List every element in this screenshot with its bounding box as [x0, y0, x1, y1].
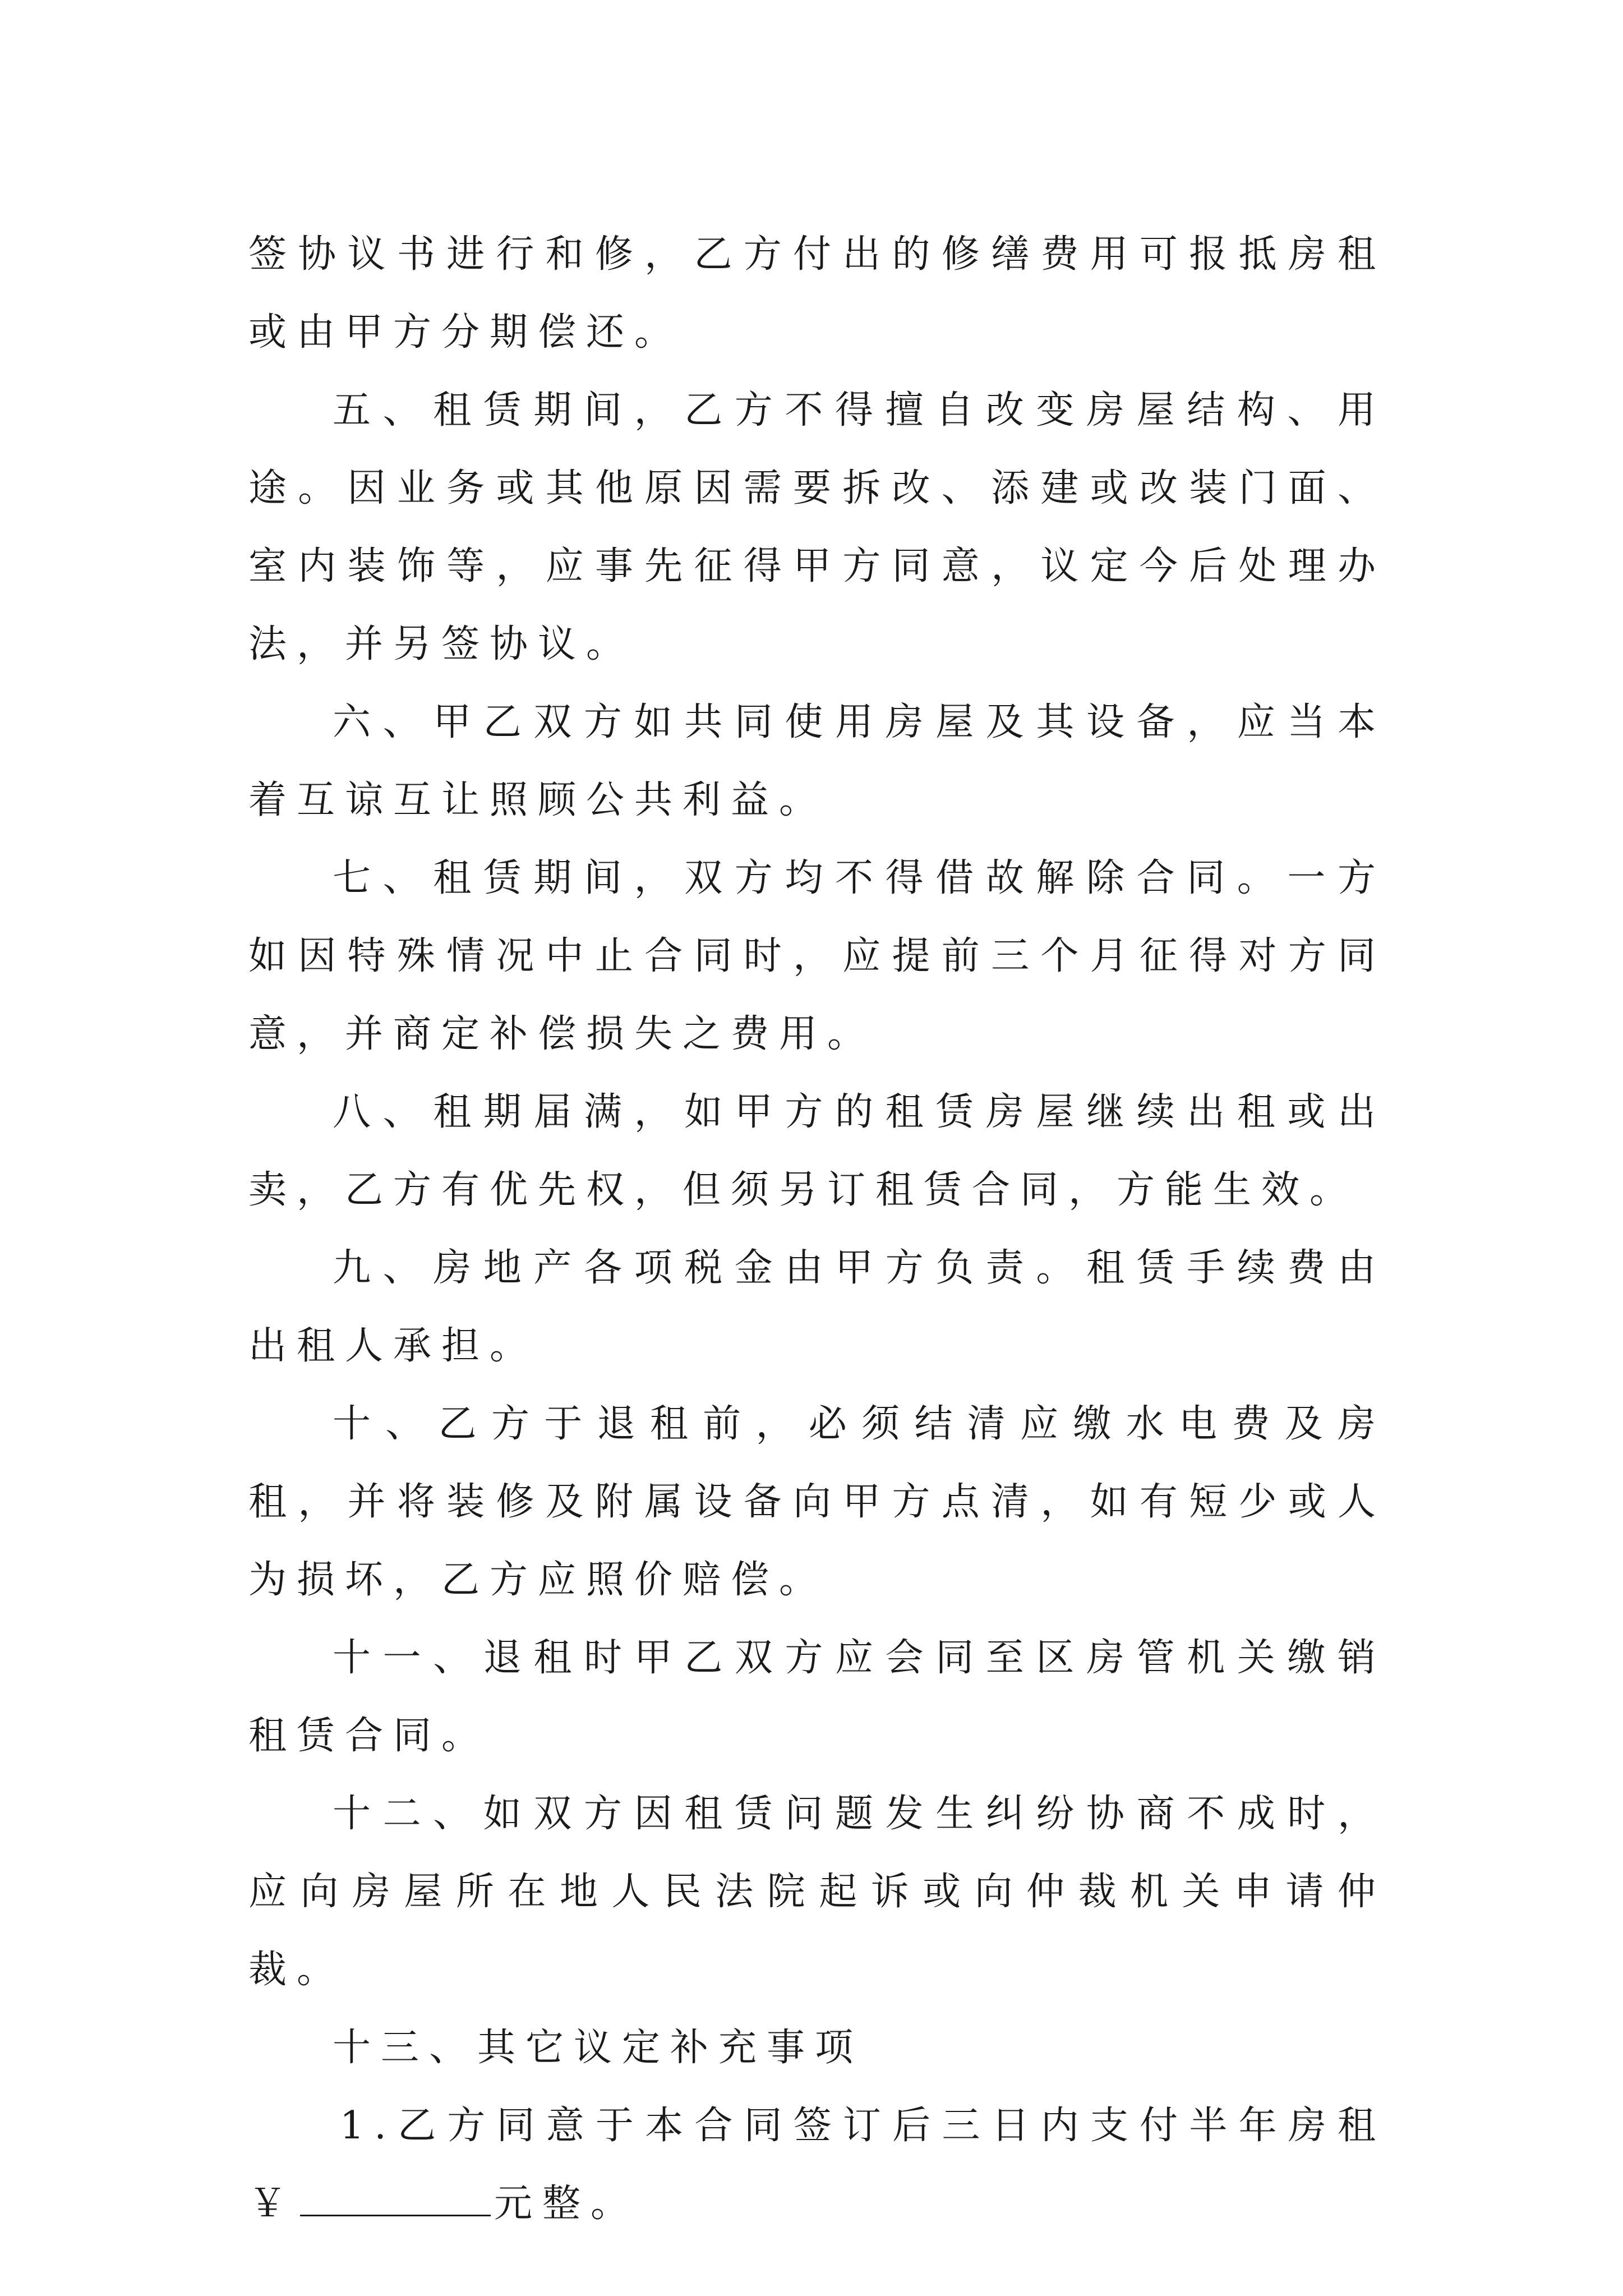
- clause-11: 十一、退租时甲乙双方应会同至区房管机关缴销租赁合同。: [248, 1636, 1386, 1758]
- clause-6: 六、甲乙双方如共同使用房屋及其设备，应当本着互谅互让照顾公共利益。: [248, 700, 1386, 822]
- clause-10: 十、乙方于退租前，必须结清应缴水电费及房租，并将装修及附属设备向甲方点清，如有短少或人为损坏，乙方应照价赔偿。: [248, 1402, 1386, 1602]
- item-1-suffix: 元整。: [494, 2182, 639, 2226]
- clause-5: 五、租赁期间，乙方不得擅自改变房屋结构、用途。因业务或其他原因需要拆改、添建或改装门面、室内装饰等，应事先征得甲方同意，议定今后处理办法，并另签协议。: [248, 388, 1386, 666]
- clause-7: 七、租赁期间，双方均不得借故解除合同。一方如因特殊情况中止合同时，应提前三个月征得对方同意，并商定补偿损失之费用。: [248, 856, 1386, 1056]
- rent-amount-blank: [300, 2182, 491, 2216]
- paragraph-continuation: 签协议书进行和修，乙方付出的修缮费用可报抵房租或由甲方分期偿还。: [248, 232, 1386, 355]
- contract-body: [248, 215, 1386, 2243]
- clause-13-heading: 十三、其它议定补充事项: [333, 2026, 864, 2070]
- clause-8: 八、租期届满，如甲方的租赁房屋继续出租或出卖，乙方有优先权，但须另订租赁合同，方能生效。: [248, 1090, 1386, 1212]
- supplementary-item-1: [248, 2087, 1386, 2243]
- clause-12: 十二、如双方因租赁问题发生纠纷协商不成时，应向房屋所在地人民法院起诉或向仲裁机关申请仲裁。: [248, 1792, 1386, 1992]
- item-1-text: 1.乙方同意于本合同签订后三日内支付半年房租: [340, 2104, 1386, 2148]
- currency-symbol: ￥: [248, 2182, 297, 2226]
- clause-9: 九、房地产各项税金由甲方负责。租赁手续费由出租人承担。: [248, 1246, 1386, 1368]
